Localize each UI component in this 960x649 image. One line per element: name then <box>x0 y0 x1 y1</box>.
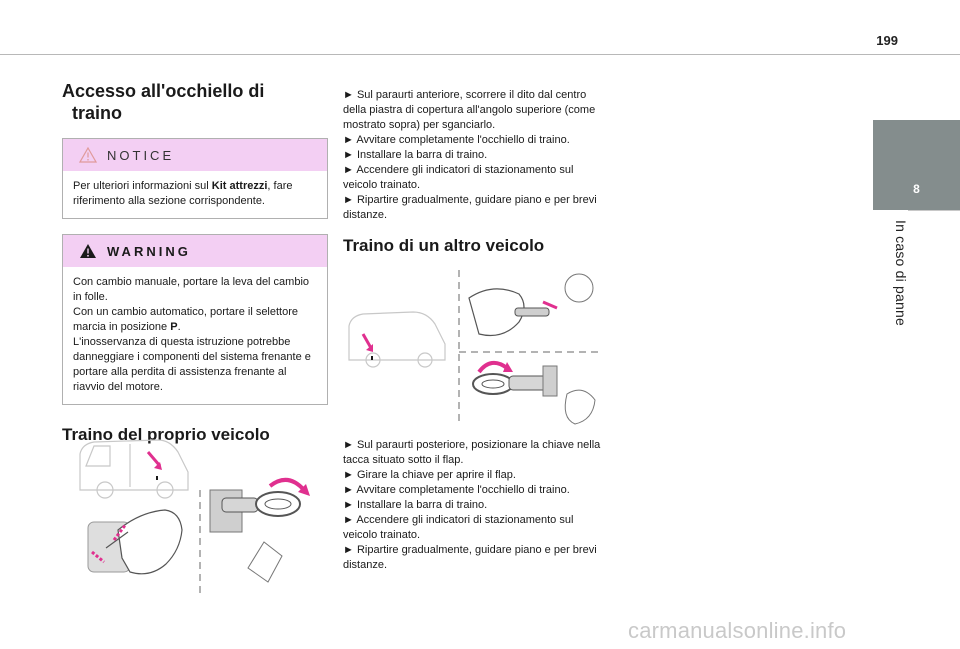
middle-column <box>343 88 601 253</box>
notice-heading: NOTICE <box>107 147 175 163</box>
notice-box <box>62 138 328 219</box>
notice-icon <box>79 147 97 163</box>
front-steps-list <box>343 88 601 223</box>
list-item: ► Accendere gli indicatori di stazionamento sul veicolo trainato. <box>343 514 574 541</box>
notice-header <box>63 139 327 171</box>
list-item: ► Avvitare completamente l'occhiello di traino. <box>343 134 570 146</box>
warning-icon <box>79 243 97 259</box>
notice-text: Per ulteriori informazioni sul Kit attrezzi, fare riferimento alla sezione corrispondente. <box>73 180 293 207</box>
key-in-notch-icon <box>469 274 593 336</box>
warning-heading: WARNING <box>107 243 191 259</box>
header-rule <box>0 54 960 55</box>
left-column <box>62 80 328 445</box>
list-item: ► Avvitare completamente l'occhiello di traino. <box>343 484 570 496</box>
list-item: ► Ripartire gradualmente, guidare piano e per brevi distanze. <box>343 194 597 221</box>
list-item: ► Girare la chiave per aprire il flap. <box>343 469 516 481</box>
warning-text: Con cambio manuale, portare la leva del cambio in folle. Con un cambio automatico, portare il selettore marcia in posizione P. L'inosservanza di questa istruzione potrebbe danneggiare i componenti del sistema frenante e portare alla perdita di assistenza frenante al riavvio del motore. <box>73 276 311 393</box>
list-item: ► Sul paraurti anteriore, scorrere il dito dal centro della piastra di copertura all'angolo superiore (come mostrato sopra) per sganciarlo. <box>343 89 596 131</box>
warning-box <box>62 234 328 405</box>
own-vehicle-tow-illustration <box>70 432 320 602</box>
van-outline-icon <box>80 440 188 498</box>
list-item: ► Ripartire gradualmente, guidare piano e per brevi distanze. <box>343 544 597 571</box>
rear-tow-eye-screw-icon <box>473 366 595 424</box>
list-item: ► Installare la barra di traino. <box>343 149 488 161</box>
chapter-title: In caso di panne <box>893 220 909 326</box>
section-title-tow-eye-access: Accesso all'occhiello di traino <box>62 81 265 123</box>
list-item: ► Installare la barra di traino. <box>343 499 488 511</box>
chapter-tab[interactable] <box>873 120 960 210</box>
section-title-other-vehicle: Traino di un altro veicolo <box>343 236 545 255</box>
page-number: 199 <box>876 33 898 48</box>
section-title-own-vehicle: Traino del proprio veicolo <box>62 425 270 444</box>
other-vehicle-tow-illustration <box>343 268 603 428</box>
warning-header <box>63 235 327 267</box>
chapter-number: 8 <box>913 182 920 196</box>
finger-press-cover-icon <box>88 510 182 574</box>
tow-eye-screw-icon <box>210 490 300 582</box>
watermark: carmanualsonline.info <box>628 618 847 643</box>
chapter-tab-divider <box>908 210 960 211</box>
rear-steps-list <box>343 438 601 573</box>
list-item: ► Sul paraurti posteriore, posizionare la chiave nella tacca situato sotto il flap. <box>343 439 601 466</box>
van-rear-outline-icon <box>349 312 445 367</box>
list-item: ► Accendere gli indicatori di stazionamento sul veicolo trainato. <box>343 164 574 191</box>
